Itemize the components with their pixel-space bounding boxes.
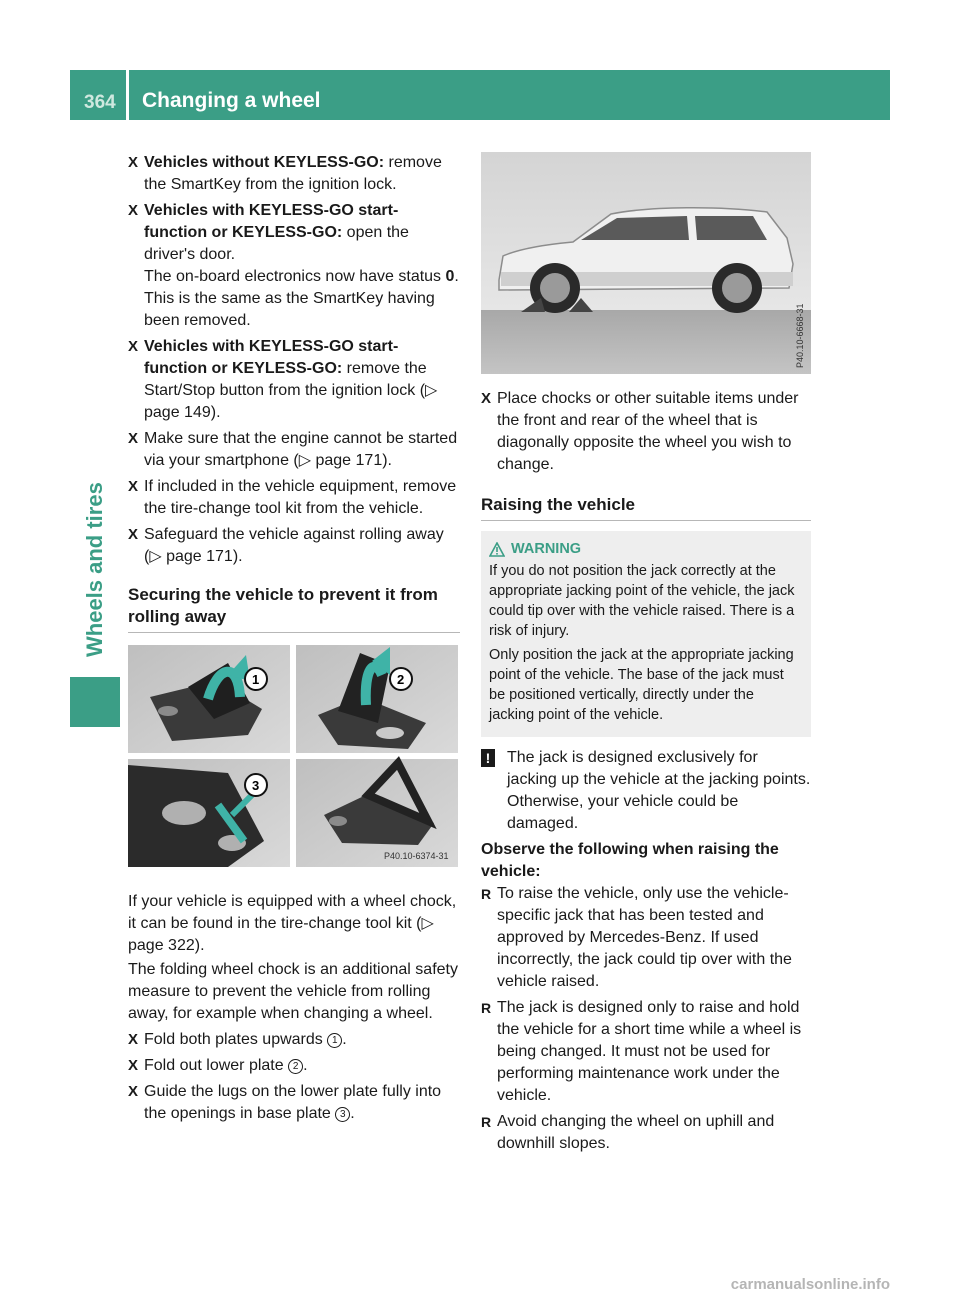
- bullet-marker: R: [481, 886, 492, 902]
- list-item: [481, 1111, 811, 1155]
- paragraph: If your vehicle is equipped with a wheel chock, it can be found in the tire-change tool kit (▷ page 322).: [128, 893, 457, 954]
- step-marker: X: [128, 202, 139, 219]
- step-marker: X: [481, 390, 492, 407]
- page-header: [70, 70, 890, 120]
- status-text-2: . This is the same as the SmartKey having been removed.: [144, 268, 459, 329]
- warning-box: [481, 531, 811, 737]
- vehicle-figure: [481, 152, 811, 374]
- note-text: The jack is designed exclusively for jacking up the vehicle at the jacking points. Otherwise, your vehicle could be damaged.: [507, 749, 811, 832]
- step-text: open the driver's door.: [144, 224, 409, 263]
- step-marker: X: [128, 338, 139, 355]
- paragraph: The folding wheel chock is an additional safety measure to prevent the vehicle from rolling away, for example when changing a wheel.: [128, 961, 458, 1022]
- step-text: Fold out lower plate: [144, 1057, 284, 1074]
- step-marker: X: [128, 1057, 139, 1074]
- warning-header: [489, 539, 803, 559]
- wheel-chock-illustration: [128, 645, 458, 867]
- warning-title: WARNING: [511, 541, 582, 557]
- step-item: X Guide the lugs on the lower plate fully into the openings in base plate 3 .: [128, 1083, 442, 1122]
- status-value: 0: [445, 268, 455, 285]
- step-text: If included in the vehicle equipment, remove the tire-change tool kit from the vehicle.: [144, 478, 457, 517]
- side-tab: [70, 122, 120, 1234]
- step-item: X Fold out lower plate 2 .: [128, 1055, 460, 1077]
- wheel-chock-figure: [128, 645, 458, 867]
- callout-number: 2: [288, 1059, 303, 1074]
- list-item: [481, 997, 811, 1107]
- figure-callout: 3: [252, 778, 260, 793]
- step-item: [481, 388, 811, 476]
- step-marker: X: [128, 1083, 139, 1100]
- step-text: Safeguard the vehicle against rolling away (▷ page 171).: [144, 526, 444, 565]
- step-marker: X: [128, 430, 139, 447]
- step-marker: X: [128, 154, 139, 171]
- page-number: 364: [84, 92, 116, 113]
- step-condition: Vehicles without KEYLESS-GO:: [144, 154, 385, 171]
- step-text: remove the Start/Stop button from the ignition lock: [144, 360, 427, 399]
- step-item: [128, 524, 460, 568]
- list-item: [481, 883, 811, 993]
- side-tab-label: Wheels and tires: [82, 482, 107, 657]
- step-item: [128, 428, 460, 472]
- figure-code: P40.10-6668-31: [795, 303, 805, 368]
- step-item: [128, 336, 460, 424]
- page-title: Changing a wheel: [142, 89, 321, 112]
- status-note: [128, 266, 460, 332]
- section-title-chock: Securing the vehicle to prevent it from rolling away: [128, 584, 460, 633]
- callout-number: 3: [335, 1107, 350, 1122]
- page-reference[interactable]: (▷ page 149).: [144, 382, 438, 421]
- step-marker: X: [128, 478, 139, 495]
- step-item: [128, 476, 460, 520]
- watermark: carmanualsonline.info: [730, 1276, 890, 1293]
- list-item-text: To raise the vehicle, only use the vehicle-specific jack that has been tested and approved by Mercedes-Benz. If used incorrectly, the jack could tip over with the vehicle raised.: [497, 885, 792, 990]
- section-title-raising: Raising the vehicle: [481, 494, 811, 521]
- step-text: remove the SmartKey from the ignition lock.: [144, 154, 442, 193]
- step-text: Guide the lugs on the lower plate fully into the openings in base plate: [144, 1083, 442, 1122]
- list-item-text: The jack is designed only to raise and hold the vehicle for a short time while a wheel is being changed. It must not be used for performing maintenance work under the vehicle.: [497, 999, 802, 1104]
- figure-code: P40.10-6374-31: [384, 851, 449, 861]
- exclamation-icon: !: [481, 749, 495, 767]
- step-text: Fold both plates upwards: [144, 1031, 323, 1048]
- step-text: Make sure that the engine cannot be started via your smartphone (▷ page 171).: [144, 430, 458, 469]
- left-column: [128, 152, 460, 1129]
- right-column: [481, 152, 811, 1159]
- step-marker: X: [128, 526, 139, 543]
- vehicle-illustration: [481, 152, 811, 374]
- warning-text: If you do not position the jack correctly at the appropriate jacking point of the vehicle, the jack could tip over with the vehicle raised. There is a risk of injury.: [489, 563, 795, 639]
- side-tab-block: [70, 677, 120, 727]
- figure-callout: 1: [252, 672, 260, 687]
- sub-title: Observe the following when raising the vehicle:: [481, 841, 779, 880]
- step-condition: Vehicles with KEYLESS-GO start-function or KEYLESS-GO:: [144, 338, 399, 377]
- step-item: [128, 200, 460, 266]
- status-text: The on-board electronics now have status: [144, 268, 442, 285]
- header-divider: [126, 70, 129, 120]
- note-item: [481, 747, 811, 835]
- figure-callout: 2: [397, 672, 405, 687]
- bullet-marker: R: [481, 1114, 492, 1130]
- step-item: [128, 152, 460, 196]
- step-condition: Vehicles with KEYLESS-GO start-function or KEYLESS-GO:: [144, 202, 399, 241]
- warning-text: Only position the jack at the appropriate jacking point of the vehicle. The base of the jack must be positioned vertically, directly under the jacking point of the vehicle.: [489, 647, 794, 723]
- warning-triangle-icon: [489, 542, 505, 557]
- step-text: Place chocks or other suitable items under the front and rear of the wheel that is diagonally opposite the wheel you wish to change.: [497, 390, 799, 473]
- bullet-marker: R: [481, 1000, 492, 1016]
- list-item-text: Avoid changing the wheel on uphill and downhill slopes.: [497, 1113, 775, 1152]
- step-item: X Fold both plates upwards 1 .: [128, 1029, 460, 1051]
- callout-number: 1: [327, 1033, 342, 1048]
- step-marker: X: [128, 1031, 139, 1048]
